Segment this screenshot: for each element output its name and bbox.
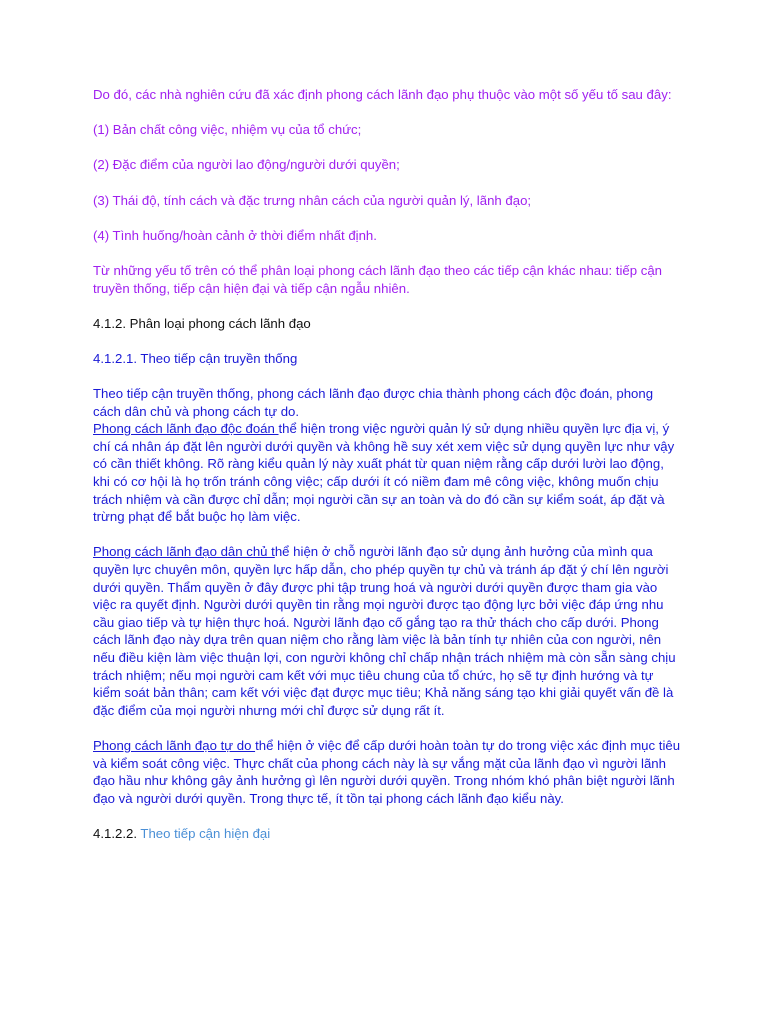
traditional-intro: Theo tiếp cận truyền thống, phong cách lãnh đạo được chia thành phong cách độc đoán, phong cách dân chủ và phong cách tự do. bbox=[93, 386, 654, 419]
autocratic-term: Phong cách lãnh đạo độc đoán bbox=[93, 421, 279, 437]
classification-paragraph: Từ những yếu tố trên có thể phân loại phong cách lãnh đạo theo các tiếp cận khác nhau: tiếp cận truyền thống, tiếp cận hiện đại và tiếp cận ngẫu nhiên. bbox=[93, 262, 662, 296]
heading-4-1-2: 4.1.2. Phân loại phong cách lãnh đạo bbox=[93, 315, 311, 331]
autocratic-paragraph bbox=[93, 420, 683, 526]
document-page bbox=[93, 86, 683, 843]
autocratic-text: thể hiện trong việc người quản lý sử dụng nhiều quyền lực địa vị, ý chí cá nhân áp đặt lên người dưới quyền và không hề suy xét xem việc sử dụng quyền lực như vậy có cần thiết không. Rõ ràng kiểu quản lý này xuất phát từ quan niệm rằng cấp dưới lười lao động, khi có cơ hội là họ trốn tránh công việc; cấp dưới ít có niềm đam mê công việc, không muốn chịu trách nhiệm và cần được chỉ dẫn; mọi người cần sự an toàn và do đó cần sự kiểm soát, áp đặt và trừng phạt để bắt buộc họ làm việc. bbox=[93, 421, 675, 525]
factor-3: (3) Thái độ, tính cách và đặc trưng nhân cách của người quản lý, lãnh đạo; bbox=[93, 192, 532, 208]
factor-2: (2) Đặc điểm của người lao động/người dưới quyền; bbox=[93, 157, 400, 173]
heading-4-1-2-2-title: Theo tiếp cận hiện đại bbox=[140, 825, 271, 841]
laissez-faire-text: thể hiện ở việc để cấp dưới hoàn toàn tự do trong việc xác định mục tiêu và kiểm soát công việc. Thực chất của phong cách này là sự vắng mặt của lãnh đạo vì người lãnh đạo hầu như không gây ảnh hưởng gì lên người dưới quyền. Trong nhóm khó phân biệt người lãnh đạo và người dưới quyền. Trong thực tế, ít tồn tại phong cách lãnh đạo kiểu này. bbox=[93, 737, 681, 806]
heading-4-1-2-2 bbox=[93, 825, 683, 843]
democratic-paragraph bbox=[93, 543, 683, 719]
heading-4-1-2-2-number: 4.1.2.2. bbox=[93, 825, 141, 841]
democratic-text: hể hiện ở chỗ người lãnh đạo sử dụng ảnh hưởng của mình qua quyền lực chuyên môn, quyền lực hấp dẫn, cho phép quyền tự chủ và tránh áp đặt ý chí lên người dưới quyền. Thẩm quyền ở đây được phi tập trung hoá và người dưới quyền được tham gia vào việc ra quyết định. Người dưới quyền tin rằng mọi người được tạo động lực bởi việc đáp ứng nhu cầu giao tiếp và tự hiện thực hoá. Người lãnh đạo cố gắng tạo ra thử thách cho cấp dưới. Phong cách lãnh đạo này dựa trên quan niệm cho rằng làm việc là bản tính tự nhiên của con người, nên nếu điều kiện làm việc thuận lợi, con người không chỉ chấp nhận trách nhiệm mà còn sẵn sàng chịu trách nhiệm; nếu mọi người cam kết với mục tiêu chung của tổ chức, họ sẽ tự định hướng và tự kiểm soát bản thân; cam kết với việc đạt được mục tiêu; Khả năng sáng tạo khi giải quyết vấn đề là đặc điểm của mọi người nhưng mới chỉ được sử dụng rất ít. bbox=[93, 544, 676, 718]
laissez-faire-paragraph bbox=[93, 737, 683, 807]
heading-4-1-2-1: 4.1.2.1. Theo tiếp cận truyền thống bbox=[93, 350, 298, 366]
laissez-faire-term: Phong cách lãnh đạo tự do bbox=[93, 737, 256, 753]
intro-paragraph: Do đó, các nhà nghiên cứu đã xác định phong cách lãnh đạo phụ thuộc vào một số yếu tố sau đây: bbox=[93, 87, 672, 102]
factor-1: (1) Bản chất công việc, nhiệm vụ của tổ chức; bbox=[93, 122, 362, 138]
democratic-term: Phong cách lãnh đạo dân chủ t bbox=[93, 544, 275, 560]
factor-4: (4) Tình huống/hoàn cảnh ở thời điểm nhất định. bbox=[93, 227, 377, 243]
